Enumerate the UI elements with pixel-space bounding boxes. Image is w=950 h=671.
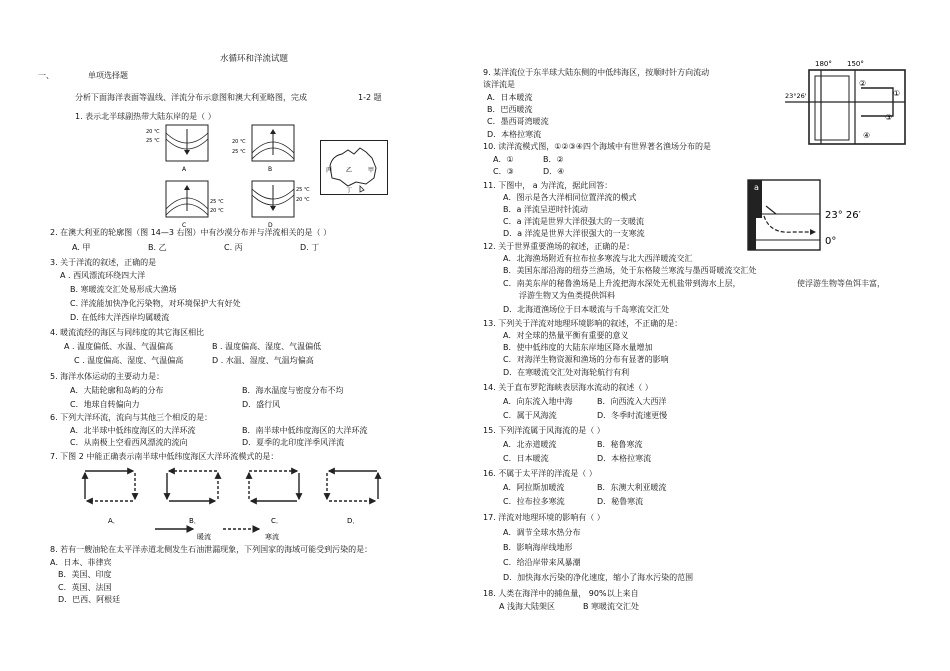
q3-stem: 3. 关于洋流的叙述，正确的是 (50, 258, 157, 267)
q7-circulation-figure (75, 463, 385, 545)
q14-stem: 14. 关于直布罗陀海峡表层海水流动的叙述（ ） (483, 383, 653, 392)
section-number: 一、 (38, 71, 54, 80)
q11-label-a: a (754, 183, 759, 192)
q1-iso-d-2: 20 ℃ (296, 197, 310, 203)
q1-iso-b-2: 25 ℃ (232, 149, 246, 155)
q4-option-d: D . 水温、湿度、气温均偏高 (212, 356, 314, 365)
q15-option-b: B．秘鲁寒流 (597, 440, 643, 449)
q1-figure-a (146, 125, 208, 173)
q15-option-c: C．日本暖流 (503, 454, 549, 463)
q7-label-c: C． (271, 517, 283, 525)
map-label-bing: 丙 (326, 167, 333, 174)
q4-option-b: B . 温度偏高、湿度、气温偏低 (212, 342, 322, 351)
q13-option-c: C．对海洋生物资源和渔场的分布有显著的影响 (503, 355, 669, 364)
q11-option-b: B．a 洋流呈逆时针流动 (503, 205, 588, 214)
q9-marker-4: ④ (863, 131, 871, 140)
q10-stem: 10. 读洋流模式图，①②③④四个海域中有世界著名渔场分布的是 (483, 142, 711, 151)
q1-figure-d (252, 181, 310, 229)
q5-option-c: C．地球自转偏向力 (70, 400, 140, 409)
q16-stem: 16. 不属于太平洋的洋流是（ ） (483, 469, 597, 478)
q5-option-a: A．大陆轮廓和岛屿的分布 (70, 386, 164, 395)
q16-option-a: A．阿拉斯加暖流 (503, 483, 565, 492)
q1-figure-b (232, 125, 294, 173)
q12-option-b: B．美国东部沿海的纽芬兰渔场，处于东格陵兰寒流与墨西哥暖流交汇处 (503, 266, 757, 275)
q9-option-b: B．巴西暖流 (487, 105, 533, 114)
q6-option-b: B．南半球中低纬度海区的大洋环流 (242, 426, 368, 435)
q14-option-c: C．属于风海流 (503, 411, 557, 420)
q16-option-d: D．秘鲁寒流 (597, 497, 644, 506)
q7-pattern-b (167, 471, 218, 525)
q3-option-b: B. 寒暖流交汇处易形成大渔场 (70, 285, 177, 294)
q17-stem: 17. 洋流对地理环境的影响有（ ） (483, 513, 605, 522)
q7-stem: 7. 下图 2 中能正确表示南半球中低纬度海区大洋环流模式的是： (50, 452, 279, 461)
intro-range: 1-2 题 (358, 93, 382, 102)
q1-iso-b-1: 20 ℃ (232, 139, 246, 145)
q1-stem: 1. 表示北半球副热带大陆东岸的是（ ） (75, 112, 216, 121)
q13-stem: 13. 下列关于洋流对地理环境影响的叙述，不正确的是： (483, 319, 683, 328)
q2-option-a: A. 甲 (72, 243, 91, 252)
q13-option-a: A．对全球的热量平衡有重要的意义 (503, 331, 629, 340)
q4-option-a: A . 温度偏低、水温、气温偏高 (64, 342, 174, 351)
q15-stem: 15. 下列洋流属于风海流的是（ ） (483, 426, 605, 435)
q1-label-c: C (182, 222, 187, 229)
q12-option-a: A．北海渔场附近有拉布拉多寒流与北大西洋暖流交汇 (503, 254, 693, 263)
q7-pattern-c (249, 471, 299, 525)
q1-label-b: B (268, 166, 273, 173)
q11-option-a: A．图示是各大洋相同位置洋流的模式 (503, 193, 637, 202)
q8-option-a: A．日本、菲律宾 (50, 558, 112, 567)
q9-lon-150: 150° (847, 60, 864, 68)
q1-iso-a-1: 20 ℃ (146, 129, 160, 135)
q12-option-d: D．北海道渔场位于日本暖流与千岛寒流交汇处 (503, 305, 670, 314)
q12-option-c-tail: 使浮游生物等鱼饵丰富， (797, 279, 885, 288)
q10-option-b: B．② (543, 155, 564, 164)
q11-current-figure (740, 178, 900, 258)
q9-stem-2: 该洋流是 (483, 80, 515, 89)
q18-option-a: A 浅海大陆架区 (499, 602, 556, 611)
q1-iso-c-1: 25 ℃ (210, 199, 224, 205)
map-label-ding: 丁 (346, 187, 353, 194)
q8-option-d: D．巴西、阿根廷 (58, 595, 121, 604)
q6-option-d: D．夏季的北印度洋季风洋流 (242, 438, 345, 447)
q7-label-a: A． (108, 517, 120, 525)
q14-option-b: B．向西流入大西洋 (597, 397, 667, 406)
q10-option-d: D．④ (543, 167, 565, 176)
q5-stem: 5. 海洋水体运动的主要动力是： (50, 372, 165, 381)
q9-current-model-figure (785, 58, 915, 150)
q17-option-a: A．调节全球水热分布 (503, 528, 581, 537)
q9-lat: 23°26' (785, 92, 807, 100)
q9-option-a: A．日本暖流 (487, 93, 533, 102)
q9-marker-2: ② (859, 79, 867, 88)
q7-pattern-d (327, 471, 378, 525)
q2-option-d: D. 丁 (300, 243, 320, 252)
q6-option-a: A．北半球中低纬度海区的大洋环流 (70, 426, 196, 435)
q8-option-c: C．英国、法国 (58, 583, 112, 592)
page-title: 水循环和洋流试题 (220, 54, 289, 64)
q1-iso-c-2: 20 ℃ (210, 208, 224, 214)
q6-option-c: C．从南极上空看西风漂流的流向 (70, 438, 188, 447)
q1-label-d: D (268, 222, 273, 229)
legend-cold-label: 寒流 (265, 533, 279, 541)
q15-option-d: D．本格拉寒流 (597, 454, 652, 463)
q2-option-b: B. 乙 (148, 243, 167, 252)
q14-option-d: D．冬季时流速更慢 (597, 411, 668, 420)
q10-option-c: C．③ (493, 167, 514, 176)
q18-option-b: B 寒暖流交汇处 (583, 602, 640, 611)
q2-stem: 2. 在澳大利亚的轮廓图（图 14—3 右图）中有沙漠分布并与洋流相关的是（ ） (50, 228, 332, 237)
q16-option-c: C．拉布拉多寒流 (503, 497, 565, 506)
q1-figure-c (166, 181, 224, 229)
section-label: 单项选择题 (88, 71, 128, 80)
q17-option-c: C．给沿岸带来风暴潮 (503, 558, 581, 567)
q13-option-d: D．在寒暖流交汇处对海轮航行有利 (503, 368, 630, 377)
q4-stem: 4. 暖流流经的海区与同纬度的其它海区相比 (50, 328, 205, 337)
q11-lat-1: 23° 26′ (825, 210, 861, 221)
q5-option-b: B．海水温度与密度分布不均 (242, 386, 344, 395)
q11-option-d: D．a 洋流是世界大洋很强大的一支寒流 (503, 229, 645, 238)
q9-lon-180: 180° (815, 60, 832, 68)
q3-option-d: D. 在低纬大洋西岸均属暖流 (70, 313, 170, 322)
q9-stem-1: 9. 某洋流位于东半球大陆东侧的中低纬海区，按顺时针方向流动 (483, 68, 710, 77)
q5-option-d: D．盛行风 (242, 400, 281, 409)
map-label-jia: 甲 (368, 167, 375, 174)
q8-stem: 8. 若有一艘油轮在太平洋赤道北侧发生石油泄漏现象，下列国家的海域可能受到污染的是： (50, 545, 373, 554)
q10-option-a: A．① (493, 155, 514, 164)
q7-pattern-a (85, 471, 135, 525)
q9-option-d: D．本格拉寒流 (487, 130, 542, 139)
q9-marker-3: ③ (885, 113, 893, 122)
intro-text: 分析下面海洋表面等温线、洋流分布示意图和澳大利亚略图，完成 (75, 93, 307, 102)
q17-option-b: B．影响海岸线地形 (503, 543, 573, 552)
q1-label-a: A (182, 166, 187, 173)
q7-label-d: D． (347, 517, 360, 525)
q12-stem: 12. 关于世界重要渔场的叙述，正确的是： (483, 242, 635, 251)
q1-iso-a-2: 25 ℃ (146, 138, 160, 144)
q7-legend (155, 529, 279, 541)
q11-stem: 11. 下图中， a 为洋流，据此回答： (483, 181, 613, 190)
q16-option-b: B．东澳大利亚暖流 (597, 483, 667, 492)
q13-option-b: B．使中低纬度的大陆东岸地区降水量增加 (503, 343, 653, 352)
q7-label-b: B． (189, 517, 201, 525)
q3-option-a: A . 西风漂流环绕四大洋 (60, 271, 146, 280)
q17-option-d: D．加快海水污染的净化速度，缩小了海水污染的范围 (503, 573, 694, 582)
q11-option-c: C．a 洋流是世界大洋很强大的一支暖流 (503, 217, 645, 226)
q12-option-c: C．南美东岸的秘鲁渔场是上升流把海水深处无机盐带到海水上层， (503, 279, 741, 288)
q11-lat-2: 0° (825, 236, 837, 247)
q18-stem: 18. 人类在海洋中的捕鱼量， 90%以上来自 (483, 589, 639, 598)
q14-option-a: A．向东流入地中海 (503, 397, 573, 406)
q3-option-c: C. 洋流能加快净化污染物，对环境保护大有好处 (70, 299, 241, 308)
q15-option-a: A．北赤道暖流 (503, 440, 557, 449)
q6-stem: 6. 下列大洋环流，流向与其他三个相反的是： (50, 413, 213, 422)
q8-option-b: B．美国、印度 (58, 570, 112, 579)
q12-option-c-cont: 浮游生物又为鱼类提供饵料 (519, 291, 615, 300)
q4-option-c: C . 温度偏高、湿度、气温偏高 (74, 356, 184, 365)
q2-option-c: C. 丙 (224, 243, 243, 252)
legend-warm-label: 暖流 (197, 533, 211, 541)
map-label-yi: 乙 (346, 167, 353, 174)
australia-map (320, 140, 388, 195)
q9-marker-1: ① (893, 89, 901, 98)
q1-iso-d-1: 25 ℃ (296, 187, 310, 193)
q9-option-c: C．墨西哥湾暖流 (487, 117, 549, 126)
